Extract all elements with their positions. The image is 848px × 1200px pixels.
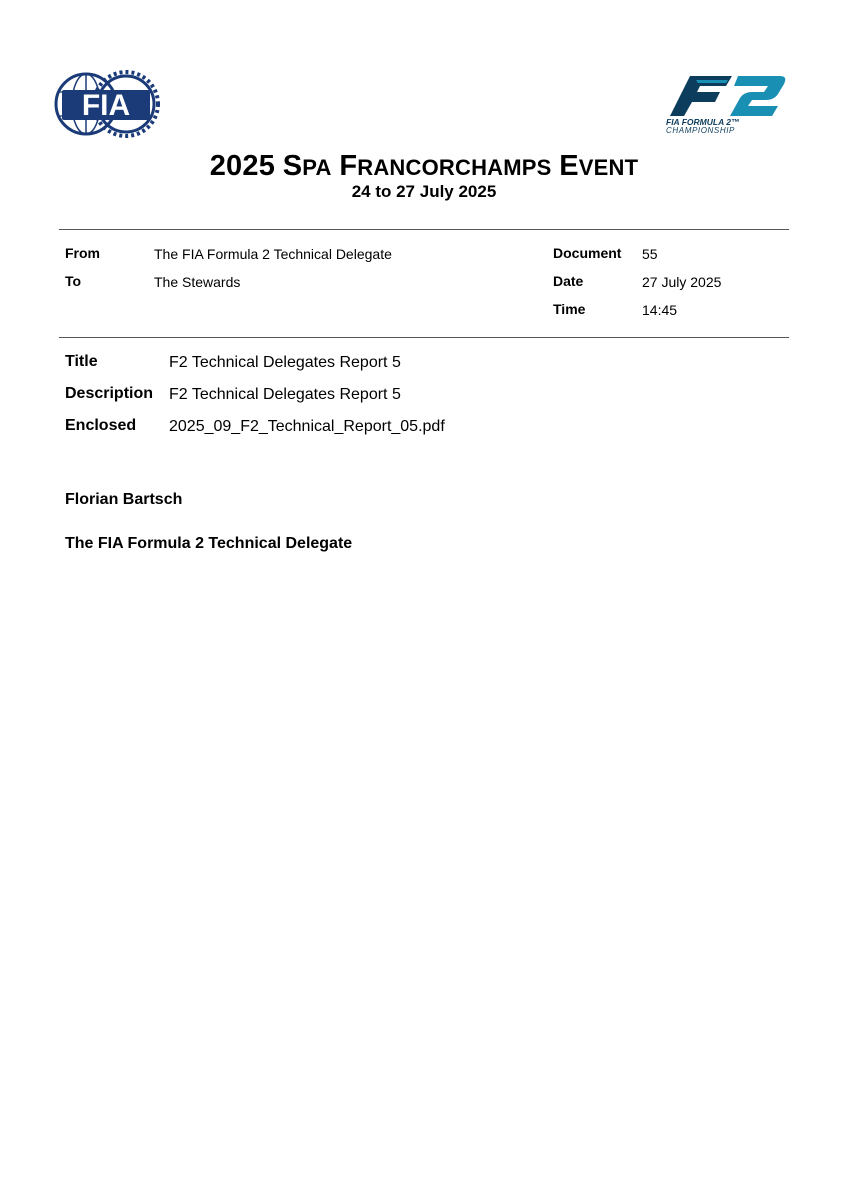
to-value: The Stewards	[154, 274, 241, 290]
event-title-E: E	[559, 150, 579, 182]
enclosed-label: Enclosed	[65, 417, 137, 434]
event-year: 2025	[209, 150, 276, 182]
event-dates: 24 to 27 July 2025	[351, 182, 497, 201]
from-label: From	[65, 245, 100, 261]
from-value: The FIA Formula 2 Technical Delegate	[154, 246, 392, 262]
event-title-F: F	[339, 150, 358, 182]
description-value: F2 Technical Delegates Report 5	[169, 386, 401, 403]
event-title-rancorchamps: RANCORCHAMPS	[357, 155, 552, 180]
time-label: Time	[553, 301, 586, 317]
title-value: F2 Technical Delegates Report 5	[169, 354, 401, 371]
f2-logo-line1: FIA FORMULA 2™	[666, 117, 740, 127]
header-top-rule	[59, 229, 789, 230]
event-title	[0, 150, 848, 184]
description-label: Description	[65, 385, 154, 402]
document-label: Document	[553, 245, 622, 261]
date-value: 27 July 2025	[642, 274, 722, 290]
enclosed-value[interactable]: 2025_09_F2_Technical_Report_05.pdf	[169, 418, 445, 435]
event-title-vent: VENT	[578, 155, 639, 180]
event-title-S: S	[282, 150, 303, 182]
f2-championship-logo	[660, 72, 790, 134]
document-value: 55	[642, 246, 658, 262]
fia-logo-text: FIA	[81, 89, 131, 122]
date-label: Date	[553, 273, 584, 289]
signatory-role: The FIA Formula 2 Technical Delegate	[65, 535, 353, 552]
f2-logo-line2: CHAMPIONSHIP	[666, 126, 735, 135]
fia-logo	[56, 70, 156, 138]
time-value: 14:45	[642, 302, 678, 318]
event-title-pa: PA	[302, 155, 332, 180]
f2-logo-mark: F2	[790, 82, 792, 83]
to-label: To	[65, 273, 82, 289]
signatory-name: Florian Bartsch	[65, 491, 183, 508]
header-bottom-rule	[59, 337, 789, 338]
title-label: Title	[65, 353, 98, 370]
